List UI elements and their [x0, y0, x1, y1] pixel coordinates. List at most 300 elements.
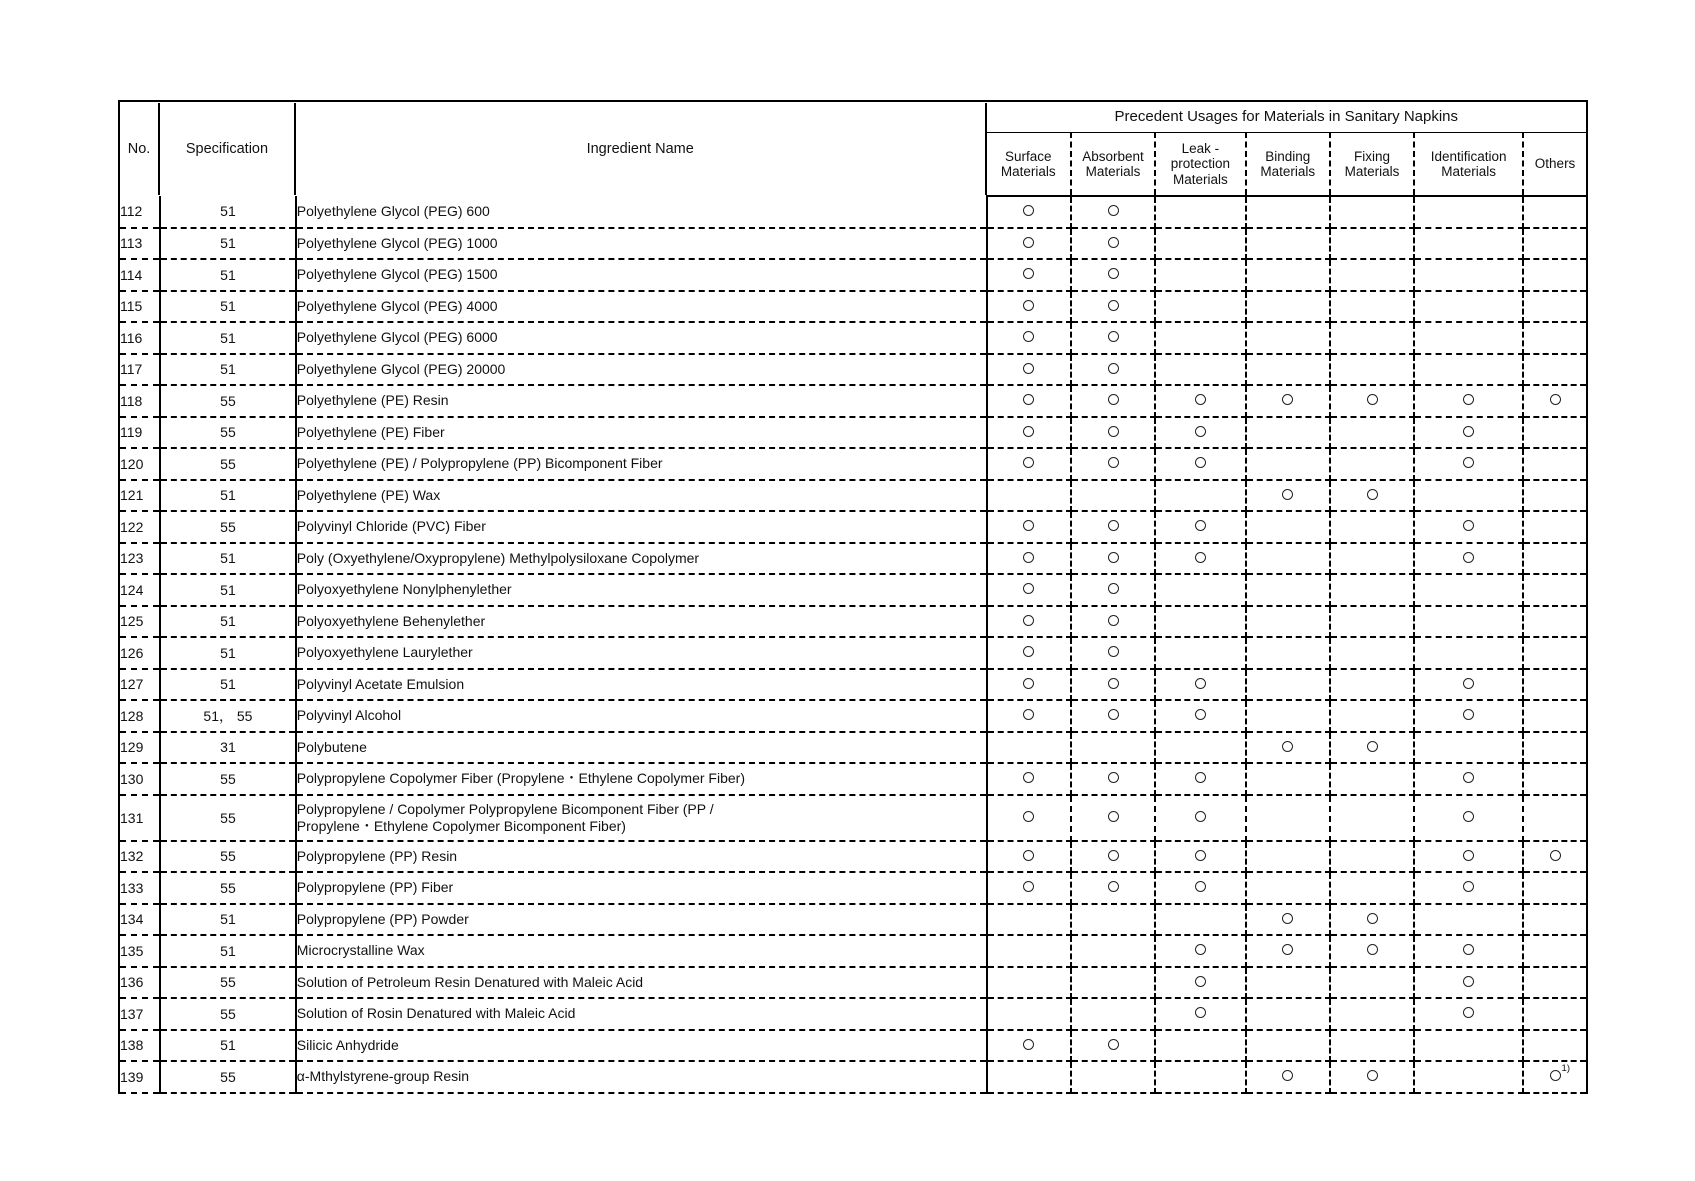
ingredient-name-line1: Polyethylene Glycol (PEG) 20000: [296, 360, 506, 377]
cell-identification: [1414, 904, 1523, 936]
cell-identification: [1414, 872, 1523, 904]
cell-absorbent: [1071, 637, 1155, 669]
cell-absorbent: [1071, 998, 1155, 1030]
header-binding-line1: Binding: [1265, 148, 1311, 164]
header-leak-line1: Leak -: [1181, 141, 1220, 157]
cell-surface: [987, 259, 1071, 291]
cell-binding: [1246, 480, 1330, 512]
cell-identification: [1414, 228, 1523, 260]
cell-binding: [1246, 543, 1330, 575]
cell-others: [1523, 732, 1587, 764]
cell-surface: [987, 385, 1071, 417]
usage-circle-icon: [1195, 881, 1206, 892]
cell-leak-protection: [1155, 574, 1245, 606]
usage-circle-icon: [1463, 394, 1474, 405]
usage-circle-icon: [1023, 237, 1034, 248]
cell-absorbent: [1071, 259, 1155, 291]
cell-leak-protection: [1155, 259, 1245, 291]
cell-surface: [987, 637, 1071, 669]
cell-no: 136: [119, 967, 160, 999]
usage-circle-icon: [1023, 394, 1034, 405]
ingredient-name-line1: Solution of Petroleum Resin Denatured with Maleic Acid: [296, 973, 644, 990]
cell-ingredient-name: [296, 448, 987, 480]
cell-no: 119: [119, 417, 160, 449]
usage-circle-icon: [1023, 552, 1034, 563]
usage-circle-icon: [1023, 583, 1034, 594]
usage-circle-icon: [1195, 1007, 1206, 1018]
usage-circle-icon: [1463, 1007, 1474, 1018]
cell-fixing: [1330, 291, 1414, 323]
cell-no: 118: [119, 385, 160, 417]
usage-circle-icon: [1023, 268, 1034, 279]
cell-ingredient-name: [296, 967, 987, 999]
table-row: [119, 259, 1587, 291]
cell-absorbent: [1071, 1061, 1155, 1093]
cell-binding: [1246, 448, 1330, 480]
cell-surface: [987, 967, 1071, 999]
usage-circle-icon: [1108, 709, 1119, 720]
cell-leak-protection: [1155, 795, 1245, 841]
usage-circle-icon: [1463, 881, 1474, 892]
cell-others: [1523, 1030, 1587, 1062]
table-row: [119, 795, 1587, 841]
cell-leak-protection: [1155, 763, 1245, 795]
cell-ingredient-name: [296, 669, 987, 701]
cell-ingredient-name: [296, 606, 987, 638]
usage-circle-icon: [1108, 881, 1119, 892]
usage-circle-icon: [1282, 944, 1293, 955]
cell-identification: [1414, 448, 1523, 480]
cell-binding: [1246, 354, 1330, 386]
cell-ingredient-name: [296, 935, 987, 967]
cell-identification: [1414, 841, 1523, 873]
cell-ingredient-name: [296, 417, 987, 449]
cell-identification: [1414, 732, 1523, 764]
cell-fixing: [1330, 417, 1414, 449]
cell-identification: [1414, 763, 1523, 795]
cell-no: 116: [119, 322, 160, 354]
ingredient-name-line1: Polyoxyethylene Nonylphenylether: [296, 581, 512, 598]
cell-absorbent: [1071, 904, 1155, 936]
cell-ingredient-name: [296, 291, 987, 323]
usage-circle-icon: [1463, 944, 1474, 955]
ingredient-name-line1: Polypropylene Copolymer Fiber (Propylene・Ethylene Copolymer Fiber): [296, 770, 745, 787]
cell-others: [1523, 196, 1587, 228]
cell-others: [1523, 574, 1587, 606]
cell-ingredient-name: [296, 998, 987, 1030]
cell-specification: 31: [160, 732, 296, 764]
cell-no: 134: [119, 904, 160, 936]
table-row: [119, 417, 1587, 449]
cell-identification: [1414, 259, 1523, 291]
cell-leak-protection: [1155, 196, 1245, 228]
usage-circle-icon: [1195, 394, 1206, 405]
usage-circle-icon: [1108, 426, 1119, 437]
cell-fixing: [1330, 574, 1414, 606]
header-identification-line2: Materials: [1441, 164, 1497, 179]
header-surface-materials: [987, 133, 1071, 197]
cell-absorbent: [1071, 385, 1155, 417]
cell-others: [1523, 543, 1587, 575]
cell-others: [1523, 385, 1587, 417]
cell-specification: 51: [160, 935, 296, 967]
ingredient-name-line1: Polyvinyl Acetate Emulsion: [296, 675, 465, 692]
usage-circle-icon: [1367, 394, 1378, 405]
usage-circle-icon: [1023, 811, 1034, 822]
cell-specification: 55: [160, 998, 296, 1030]
cell-absorbent: [1071, 354, 1155, 386]
header-absorbent-materials: [1071, 133, 1155, 197]
cell-others: [1523, 322, 1587, 354]
cell-no: 129: [119, 732, 160, 764]
usage-circle-icon: [1463, 552, 1474, 563]
table-row: [119, 480, 1587, 512]
usage-circle-icon: [1463, 709, 1474, 720]
cell-surface: [987, 480, 1071, 512]
cell-surface: [987, 606, 1071, 638]
cell-leak-protection: [1155, 385, 1245, 417]
cell-ingredient-name: [296, 480, 987, 512]
usage-circle-icon: [1195, 976, 1206, 987]
cell-leak-protection: [1155, 1061, 1245, 1093]
header-leak-line2: protection: [1170, 156, 1231, 172]
usage-circle-icon: [1108, 268, 1119, 279]
table-row: [119, 574, 1587, 606]
cell-fixing: [1330, 543, 1414, 575]
cell-binding: [1246, 1030, 1330, 1062]
ingredient-name-line1: Polyethylene Glycol (PEG) 4000: [296, 297, 498, 314]
usage-circle-icon: [1108, 811, 1119, 822]
cell-others: [1523, 841, 1587, 873]
materials-table: [118, 100, 1588, 1094]
cell-others: [1523, 872, 1587, 904]
header-specification: [160, 101, 296, 196]
header-binding-line2: Materials: [1260, 164, 1316, 179]
table-row: [119, 543, 1587, 575]
cell-others: [1523, 480, 1587, 512]
cell-fixing: [1330, 795, 1414, 841]
usage-circle-icon: [1463, 811, 1474, 822]
header-leak-protection-materials: [1155, 133, 1245, 197]
cell-binding: [1246, 637, 1330, 669]
cell-identification: [1414, 480, 1523, 512]
cell-absorbent: [1071, 417, 1155, 449]
cell-no: 121: [119, 480, 160, 512]
ingredient-name-line1: Polybutene: [296, 738, 367, 755]
usage-circle-icon: [1195, 426, 1206, 437]
cell-binding: [1246, 841, 1330, 873]
cell-ingredient-name: [296, 259, 987, 291]
usage-circle-icon: [1282, 394, 1293, 405]
usage-circle-icon: [1550, 1070, 1561, 1081]
cell-fixing: [1330, 935, 1414, 967]
cell-surface: [987, 354, 1071, 386]
cell-others: [1523, 417, 1587, 449]
cell-surface: [987, 872, 1071, 904]
cell-fixing: [1330, 872, 1414, 904]
usage-circle-icon: [1195, 811, 1206, 822]
ingredient-name-line1: Polypropylene (PP) Fiber: [296, 879, 454, 896]
usage-circle-icon: [1023, 850, 1034, 861]
cell-others: [1523, 1061, 1587, 1093]
usage-circle-icon: [1023, 615, 1034, 626]
cell-ingredient-name: [296, 1030, 987, 1062]
cell-binding: [1246, 732, 1330, 764]
cell-leak-protection: [1155, 322, 1245, 354]
cell-no: 115: [119, 291, 160, 323]
cell-no: 131: [119, 795, 160, 841]
cell-fixing: [1330, 196, 1414, 228]
cell-identification: [1414, 1030, 1523, 1062]
cell-binding: [1246, 904, 1330, 936]
cell-specification: 51: [160, 291, 296, 323]
usage-circle-icon: [1550, 850, 1561, 861]
table-row: [119, 196, 1587, 228]
cell-binding: [1246, 763, 1330, 795]
cell-absorbent: [1071, 700, 1155, 732]
cell-binding: [1246, 196, 1330, 228]
cell-absorbent: [1071, 322, 1155, 354]
cell-binding: [1246, 574, 1330, 606]
cell-identification: [1414, 637, 1523, 669]
usage-circle-icon: [1463, 772, 1474, 783]
cell-surface: [987, 543, 1071, 575]
cell-absorbent: [1071, 872, 1155, 904]
header-absorbent-line2: Materials: [1085, 164, 1141, 179]
ingredient-name-line1: Polyvinyl Alcohol: [296, 707, 402, 724]
usage-circle-icon: [1023, 1039, 1034, 1050]
usage-circle-icon: [1023, 426, 1034, 437]
usage-circle-icon: [1108, 237, 1119, 248]
usage-circle-icon: [1195, 850, 1206, 861]
cell-fixing: [1330, 700, 1414, 732]
cell-fixing: [1330, 732, 1414, 764]
table-row: [119, 904, 1587, 936]
cell-specification: 55: [160, 417, 296, 449]
cell-others: [1523, 935, 1587, 967]
cell-ingredient-name: [296, 1061, 987, 1093]
cell-specification: 51: [160, 637, 296, 669]
usage-circle-icon: [1463, 520, 1474, 531]
cell-identification: [1414, 385, 1523, 417]
cell-specification: 51: [160, 1030, 296, 1062]
cell-no: 117: [119, 354, 160, 386]
cell-specification: 51， 55: [160, 700, 296, 732]
table-row: [119, 354, 1587, 386]
cell-others: [1523, 998, 1587, 1030]
cell-no: 124: [119, 574, 160, 606]
usage-circle-icon: [1108, 520, 1119, 531]
cell-no: 114: [119, 259, 160, 291]
cell-no: 122: [119, 511, 160, 543]
cell-leak-protection: [1155, 417, 1245, 449]
cell-leak-protection: [1155, 291, 1245, 323]
cell-specification: 51: [160, 606, 296, 638]
usage-circle-icon: [1282, 741, 1293, 752]
cell-binding: [1246, 228, 1330, 260]
cell-no: 125: [119, 606, 160, 638]
ingredient-name-line1: Polyethylene Glycol (PEG) 1500: [296, 266, 498, 283]
usage-circle-icon: [1023, 363, 1034, 374]
cell-surface: [987, 511, 1071, 543]
cell-surface: [987, 228, 1071, 260]
usage-circle-icon: [1195, 678, 1206, 689]
cell-leak-protection: [1155, 872, 1245, 904]
cell-leak-protection: [1155, 967, 1245, 999]
cell-no: 127: [119, 669, 160, 701]
table-body: [119, 196, 1587, 1093]
cell-ingredient-name: [296, 322, 987, 354]
header-binding-materials: [1246, 133, 1330, 197]
cell-absorbent: [1071, 967, 1155, 999]
table-row: [119, 700, 1587, 732]
header-absorbent-line1: Absorbent: [1082, 148, 1144, 164]
usage-circle-icon: [1195, 772, 1206, 783]
cell-identification: [1414, 291, 1523, 323]
table-header-group-row: [119, 101, 1587, 133]
cell-fixing: [1330, 637, 1414, 669]
cell-absorbent: [1071, 1030, 1155, 1062]
cell-specification: 55: [160, 795, 296, 841]
cell-leak-protection: [1155, 606, 1245, 638]
cell-absorbent: [1071, 574, 1155, 606]
cell-others: [1523, 700, 1587, 732]
header-ingredient-name-label: Ingredient Name: [586, 140, 694, 157]
cell-others: [1523, 511, 1587, 543]
ingredient-name-line1: Poly (Oxyethylene/Oxypropylene) Methylpolysiloxane Copolymer: [296, 549, 700, 566]
cell-surface: [987, 795, 1071, 841]
ingredient-name-line1: Solution of Rosin Denatured with Maleic Acid: [296, 1005, 576, 1022]
ingredient-name-line1: Polyoxyethylene Laurylether: [296, 644, 473, 661]
cell-absorbent: [1071, 291, 1155, 323]
cell-others: [1523, 669, 1587, 701]
table-row: [119, 967, 1587, 999]
cell-ingredient-name: [296, 700, 987, 732]
cell-specification: 55: [160, 967, 296, 999]
cell-others: [1523, 448, 1587, 480]
cell-identification: [1414, 669, 1523, 701]
cell-others: [1523, 291, 1587, 323]
cell-identification: [1414, 967, 1523, 999]
table-row: [119, 1030, 1587, 1062]
cell-ingredient-name: [296, 841, 987, 873]
cell-no: 120: [119, 448, 160, 480]
usage-circle-icon: [1463, 850, 1474, 861]
cell-specification: 55: [160, 872, 296, 904]
table-row: [119, 935, 1587, 967]
cell-specification: 51: [160, 322, 296, 354]
cell-surface: [987, 1061, 1071, 1093]
cell-ingredient-name: [296, 637, 987, 669]
usage-circle-icon: [1367, 944, 1378, 955]
cell-others: [1523, 904, 1587, 936]
header-others: [1523, 133, 1587, 197]
cell-specification: 51: [160, 259, 296, 291]
cell-identification: [1414, 1061, 1523, 1093]
cell-ingredient-name: [296, 904, 987, 936]
usage-circle-icon: [1023, 331, 1034, 342]
cell-binding: [1246, 795, 1330, 841]
usage-circle-icon: [1108, 331, 1119, 342]
cell-absorbent: [1071, 448, 1155, 480]
cell-ingredient-name: [296, 511, 987, 543]
cell-identification: [1414, 543, 1523, 575]
header-no-label: No.: [127, 140, 151, 157]
usage-circle-icon: [1023, 520, 1034, 531]
cell-fixing: [1330, 259, 1414, 291]
cell-ingredient-name: [296, 795, 987, 841]
cell-others: [1523, 637, 1587, 669]
cell-identification: [1414, 795, 1523, 841]
usage-circle-icon: [1108, 300, 1119, 311]
cell-no: 133: [119, 872, 160, 904]
usage-circle-icon: [1108, 678, 1119, 689]
usage-circle-icon: [1282, 913, 1293, 924]
cell-leak-protection: [1155, 841, 1245, 873]
usage-circle-icon: [1108, 552, 1119, 563]
cell-specification: 51: [160, 480, 296, 512]
cell-surface: [987, 732, 1071, 764]
cell-fixing: [1330, 354, 1414, 386]
cell-binding: [1246, 291, 1330, 323]
cell-others: [1523, 795, 1587, 841]
cell-surface: [987, 574, 1071, 606]
cell-leak-protection: [1155, 543, 1245, 575]
ingredient-name-line1: Polyethylene (PE) Resin: [296, 392, 449, 409]
usage-circle-icon: [1108, 850, 1119, 861]
usage-circle-icon: [1195, 520, 1206, 531]
header-identification-line1: Identification: [1430, 148, 1507, 164]
cell-others: [1523, 967, 1587, 999]
table-row: [119, 763, 1587, 795]
cell-surface: [987, 448, 1071, 480]
cell-fixing: [1330, 763, 1414, 795]
table-row: [119, 669, 1587, 701]
cell-fixing: [1330, 1030, 1414, 1062]
cell-binding: [1246, 872, 1330, 904]
cell-ingredient-name: [296, 354, 987, 386]
cell-absorbent: [1071, 763, 1155, 795]
cell-fixing: [1330, 998, 1414, 1030]
cell-binding: [1246, 669, 1330, 701]
cell-specification: 51: [160, 574, 296, 606]
cell-others: [1523, 763, 1587, 795]
cell-binding: [1246, 417, 1330, 449]
cell-ingredient-name: [296, 196, 987, 228]
usage-circle-icon: [1550, 394, 1561, 405]
cell-absorbent: [1071, 543, 1155, 575]
cell-absorbent: [1071, 732, 1155, 764]
ingredient-name-line1: Polyethylene Glycol (PEG) 6000: [296, 329, 498, 346]
header-precedent-usages: [987, 101, 1587, 133]
cell-no: 123: [119, 543, 160, 575]
cell-absorbent: [1071, 795, 1155, 841]
header-surface-line1: Surface: [1004, 148, 1052, 164]
cell-leak-protection: [1155, 448, 1245, 480]
cell-surface: [987, 904, 1071, 936]
ingredient-name-line1: Microcrystalline Wax: [296, 942, 425, 959]
cell-no: 112: [119, 196, 160, 228]
usage-circle-icon: [1108, 1039, 1119, 1050]
usage-circle-icon: [1195, 709, 1206, 720]
usage-circle-icon: [1023, 678, 1034, 689]
ingredient-name-line1: Polyethylene Glycol (PEG) 600: [296, 202, 490, 219]
cell-specification: 55: [160, 385, 296, 417]
ingredient-name-line1: Polypropylene / Copolymer Polypropylene Bicomponent Fiber (PP /: [296, 800, 714, 817]
header-ingredient-name: [296, 101, 987, 196]
cell-ingredient-name: [296, 574, 987, 606]
usage-circle-icon: [1023, 457, 1034, 468]
